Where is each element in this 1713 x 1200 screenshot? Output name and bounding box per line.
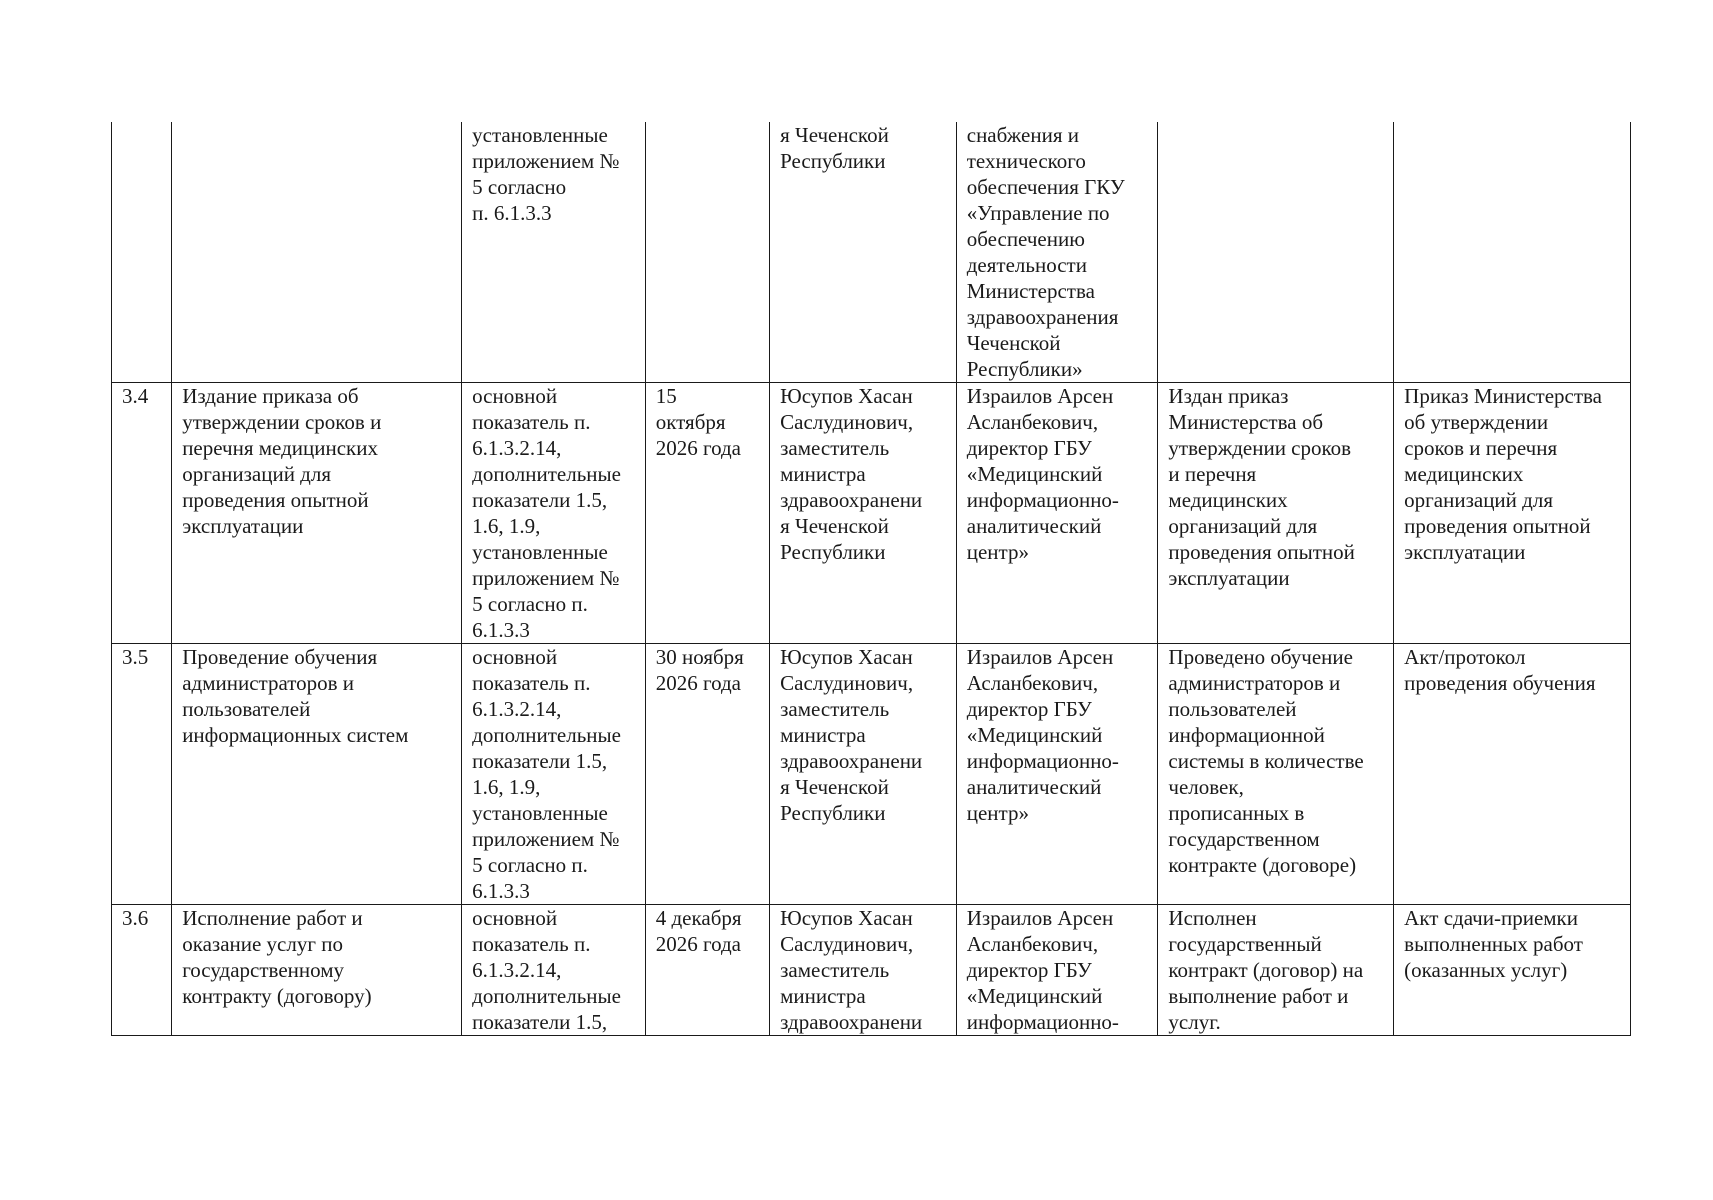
cell-activity-name: Издание приказа об утверждении сроков и перечня медицинских организаций для проведения опытной эксплуатации: [172, 383, 462, 644]
cell-indicator: установленные приложением № 5 согласно п. 6.1.3.3: [462, 122, 646, 383]
cell-executor: Израилов Арсен Асланбекович, директор ГБУ «Медицинский информационно-: [956, 905, 1158, 1036]
cell-activity-name: Проведение обучения администраторов и пользователей информационных систем: [172, 644, 462, 905]
cell-item-number: 3.6: [112, 905, 172, 1036]
cell-indicator: основной показатель п. 6.1.3.2.14, дополнительные показатели 1.5, 1.6, 1.9, установленные приложением № 5 согласно п. 6.1.3.3: [462, 383, 646, 644]
cell-responsible-official: Юсупов Хасан Саслудинович, заместитель министра здравоохранени я Чеченской Республики: [770, 644, 957, 905]
cell-responsible-official: я Чеченской Республики: [770, 122, 957, 383]
cell-deadline: [645, 122, 769, 383]
table-row: [112, 383, 1631, 644]
table-row: [112, 644, 1631, 905]
cell-responsible-official: Юсупов Хасан Саслудинович, заместитель министра здравоохранени: [770, 905, 957, 1036]
cell-executor: Израилов Арсен Асланбекович, директор ГБУ «Медицинский информационно- аналитический центр»: [956, 644, 1158, 905]
table-row: [112, 905, 1631, 1036]
cell-deadline: 30 ноября 2026 года: [645, 644, 769, 905]
cell-expected-result: Исполнен государственный контракт (договор) на выполнение работ и услуг.: [1158, 905, 1394, 1036]
cell-confirming-document: Акт сдачи-приемки выполненных работ (оказанных услуг): [1394, 905, 1631, 1036]
cell-activity-name: Исполнение работ и оказание услуг по государственному контракту (договору): [172, 905, 462, 1036]
cell-indicator: основной показатель п. 6.1.3.2.14, дополнительные показатели 1.5,: [462, 905, 646, 1036]
cell-activity-name: [172, 122, 462, 383]
cell-deadline: 15 октября 2026 года: [645, 383, 769, 644]
cell-item-number: [112, 122, 172, 383]
cell-confirming-document: Приказ Министерства об утверждении сроков и перечня медицинских организаций для проведения опытной эксплуатации: [1394, 383, 1631, 644]
cell-executor: Израилов Арсен Асланбекович, директор ГБУ «Медицинский информационно- аналитический центр»: [956, 383, 1158, 644]
cell-expected-result: Издан приказ Министерства об утверждении сроков и перечня медицинских организаций для проведения опытной эксплуатации: [1158, 383, 1394, 644]
table-row: [112, 122, 1631, 383]
cell-expected-result: [1158, 122, 1394, 383]
cell-item-number: 3.4: [112, 383, 172, 644]
cell-executor: снабжения и технического обеспечения ГКУ «Управление по обеспечению деятельности Министерства здравоохранения Чеченской Республики»: [956, 122, 1158, 383]
cell-indicator: основной показатель п. 6.1.3.2.14, дополнительные показатели 1.5, 1.6, 1.9, установленные приложением № 5 согласно п. 6.1.3.3: [462, 644, 646, 905]
plan-table-body: [112, 122, 1631, 1036]
plan-table: [111, 122, 1631, 1036]
cell-deadline: 4 декабря 2026 года: [645, 905, 769, 1036]
cell-item-number: 3.5: [112, 644, 172, 905]
cell-expected-result: Проведено обучение администраторов и пользователей информационной системы в количестве человек, прописанных в государственном контракте (договоре): [1158, 644, 1394, 905]
cell-responsible-official: Юсупов Хасан Саслудинович, заместитель министра здравоохранени я Чеченской Республики: [770, 383, 957, 644]
cell-confirming-document: Акт/протокол проведения обучения: [1394, 644, 1631, 905]
cell-confirming-document: [1394, 122, 1631, 383]
